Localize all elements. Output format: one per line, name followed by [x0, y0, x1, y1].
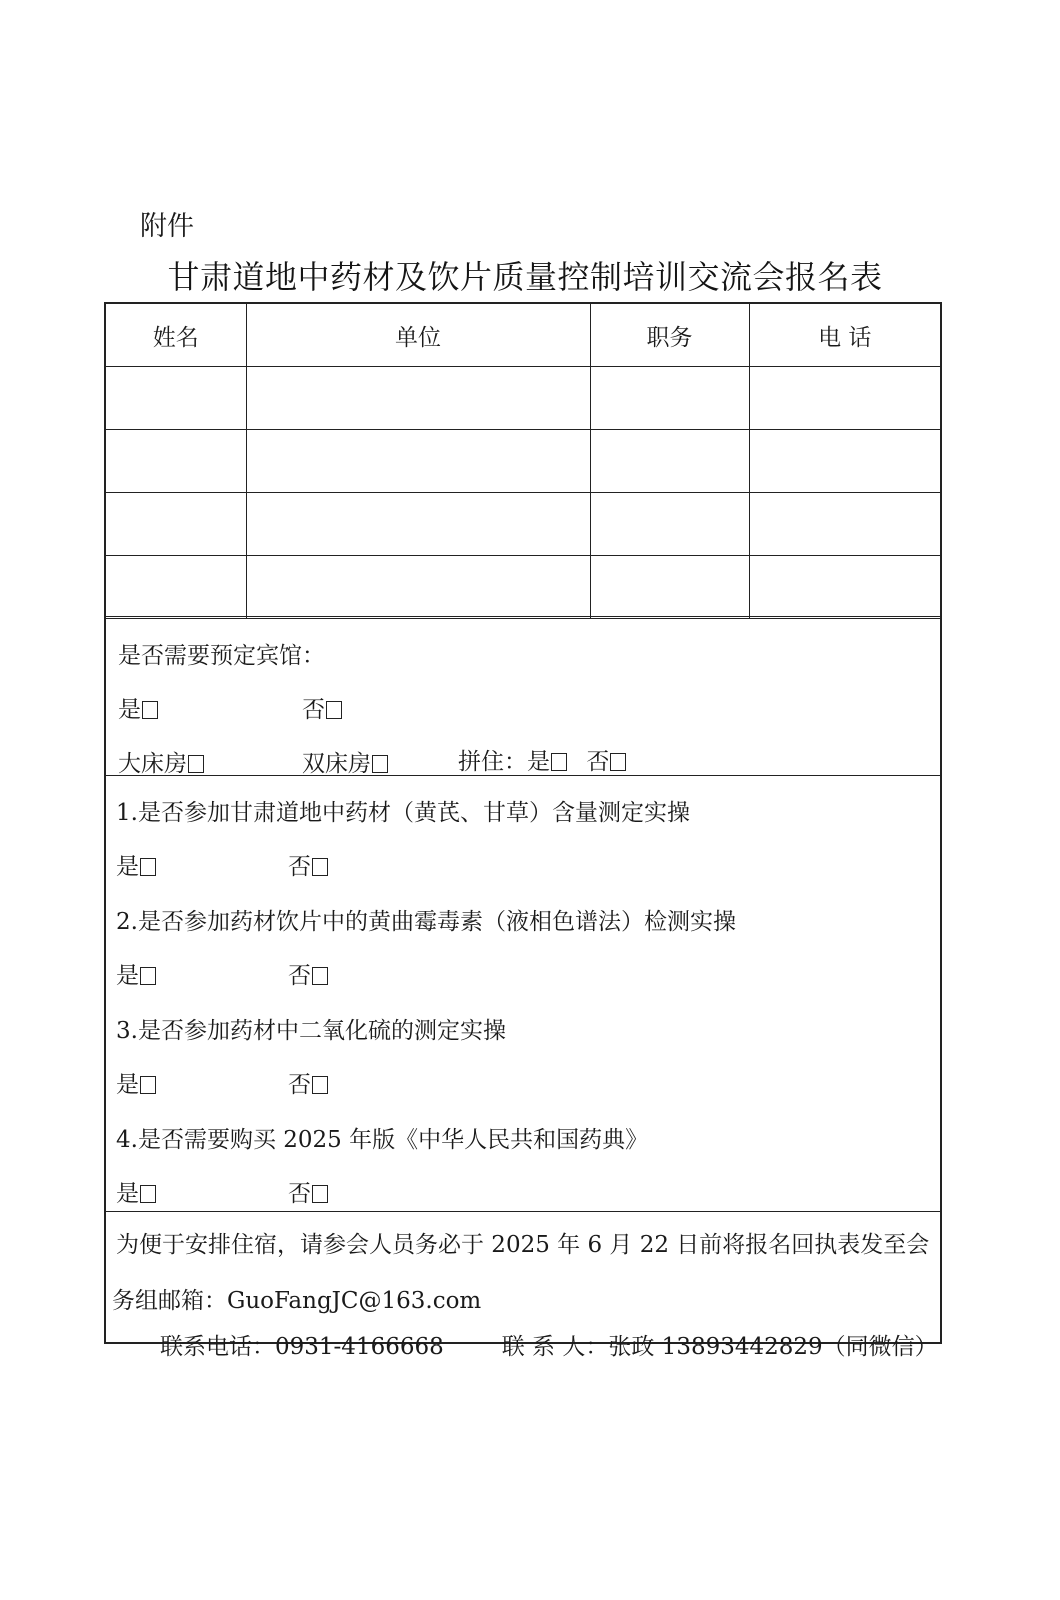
question-1-text: 1.是否参加甘肃道地中药材（黄芪、甘草）含量测定实操 — [116, 800, 690, 826]
notice-section — [106, 1211, 940, 1342]
question-1-yes-option — [116, 848, 156, 881]
question-1-no-checkbox[interactable] — [312, 858, 328, 876]
hotel-no-label: 否 — [302, 697, 325, 723]
table-header-row — [106, 304, 940, 367]
hotel-section — [106, 616, 940, 775]
question-3-no-checkbox[interactable] — [312, 1076, 328, 1094]
hotel-yes-option — [118, 691, 158, 724]
hotel-yes-label: 是 — [118, 697, 141, 723]
question-1-no-option — [288, 848, 328, 881]
question-2-no-label: 否 — [288, 963, 311, 989]
phone-cell[interactable] — [749, 493, 940, 556]
notice-line-2: 务组邮箱：GuoFangJC@163.com — [112, 1288, 482, 1314]
question-2-text: 2.是否参加药材饮片中的黄曲霉毒素（液相色谱法）检测实操 — [116, 909, 736, 935]
share-no-label: 否 — [586, 749, 610, 775]
question-2-no-option — [288, 957, 328, 990]
questions-section — [106, 775, 940, 1211]
big-bed-label: 大床房 — [118, 751, 187, 777]
twin-bed-checkbox[interactable] — [372, 755, 388, 773]
question-4-no-option — [288, 1175, 328, 1208]
question-4-no-label: 否 — [288, 1181, 311, 1207]
hotel-no-option — [302, 691, 342, 724]
question-3-text: 3.是否参加药材中二氧化硫的测定实操 — [116, 1018, 506, 1044]
share-room-option — [458, 743, 626, 776]
hotel-no-checkbox[interactable] — [326, 701, 342, 719]
question-3-yes-checkbox[interactable] — [140, 1076, 156, 1094]
question-4-yes-label: 是 — [116, 1181, 139, 1207]
phone-cell[interactable] — [749, 367, 940, 430]
column-header-unit: 单位 — [246, 304, 590, 367]
big-bed-checkbox[interactable] — [188, 755, 204, 773]
position-cell[interactable] — [590, 556, 749, 619]
attachment-label: 附件 — [140, 211, 194, 242]
unit-cell[interactable] — [246, 556, 590, 619]
table-row — [106, 493, 940, 556]
question-1-yes-checkbox[interactable] — [140, 858, 156, 876]
hotel-question: 是否需要预定宾馆： — [118, 643, 325, 669]
question-3-yes-option — [116, 1066, 156, 1099]
question-2-yes-checkbox[interactable] — [140, 967, 156, 985]
share-room-label: 拼住： — [458, 749, 527, 775]
attendee-table — [106, 304, 940, 619]
twin-bed-label: 双床房 — [302, 751, 371, 777]
hotel-yes-checkbox[interactable] — [142, 701, 158, 719]
position-cell[interactable] — [590, 430, 749, 493]
column-header-position: 职务 — [590, 304, 749, 367]
table-row — [106, 556, 940, 619]
name-cell[interactable] — [106, 556, 246, 619]
contact-phone: 联系电话：0931-4166668 — [160, 1334, 444, 1360]
question-3-no-option — [288, 1066, 328, 1099]
question-2-yes-label: 是 — [116, 963, 139, 989]
name-cell[interactable] — [106, 367, 246, 430]
question-2-yes-option — [116, 957, 156, 990]
table-row — [106, 430, 940, 493]
question-1-yes-label: 是 — [116, 854, 139, 880]
question-4-yes-option — [116, 1175, 156, 1208]
question-1-no-label: 否 — [288, 854, 311, 880]
question-3-yes-label: 是 — [116, 1072, 139, 1098]
question-2-no-checkbox[interactable] — [312, 967, 328, 985]
column-header-name: 姓名 — [106, 304, 246, 367]
unit-cell[interactable] — [246, 430, 590, 493]
share-no-checkbox[interactable] — [610, 753, 626, 771]
phone-cell[interactable] — [749, 556, 940, 619]
unit-cell[interactable] — [246, 367, 590, 430]
form-title: 甘肃道地中药材及饮片质量控制培训交流会报名表 — [167, 258, 883, 296]
name-cell[interactable] — [106, 493, 246, 556]
column-header-phone: 电 话 — [749, 304, 940, 367]
big-bed-option — [118, 745, 204, 778]
unit-cell[interactable] — [246, 493, 590, 556]
registration-form — [104, 302, 942, 1344]
share-yes-label: 是 — [527, 749, 550, 775]
table-row — [106, 367, 940, 430]
name-cell[interactable] — [106, 430, 246, 493]
position-cell[interactable] — [590, 367, 749, 430]
question-4-yes-checkbox[interactable] — [140, 1185, 156, 1203]
question-4-no-checkbox[interactable] — [312, 1185, 328, 1203]
question-4-text: 4.是否需要购买 2025 年版《中华人民共和国药典》 — [116, 1127, 649, 1153]
notice-line-1: 为便于安排住宿，请参会人员务必于 2025 年 6 月 22 日前将报名回执表发至会 — [116, 1232, 930, 1258]
contact-footer — [160, 1328, 938, 1361]
contact-person: 联 系 人：张政 13893442829（同微信） — [501, 1334, 938, 1360]
phone-cell[interactable] — [749, 430, 940, 493]
share-yes-checkbox[interactable] — [551, 753, 567, 771]
twin-bed-option — [302, 745, 388, 778]
question-3-no-label: 否 — [288, 1072, 311, 1098]
position-cell[interactable] — [590, 493, 749, 556]
